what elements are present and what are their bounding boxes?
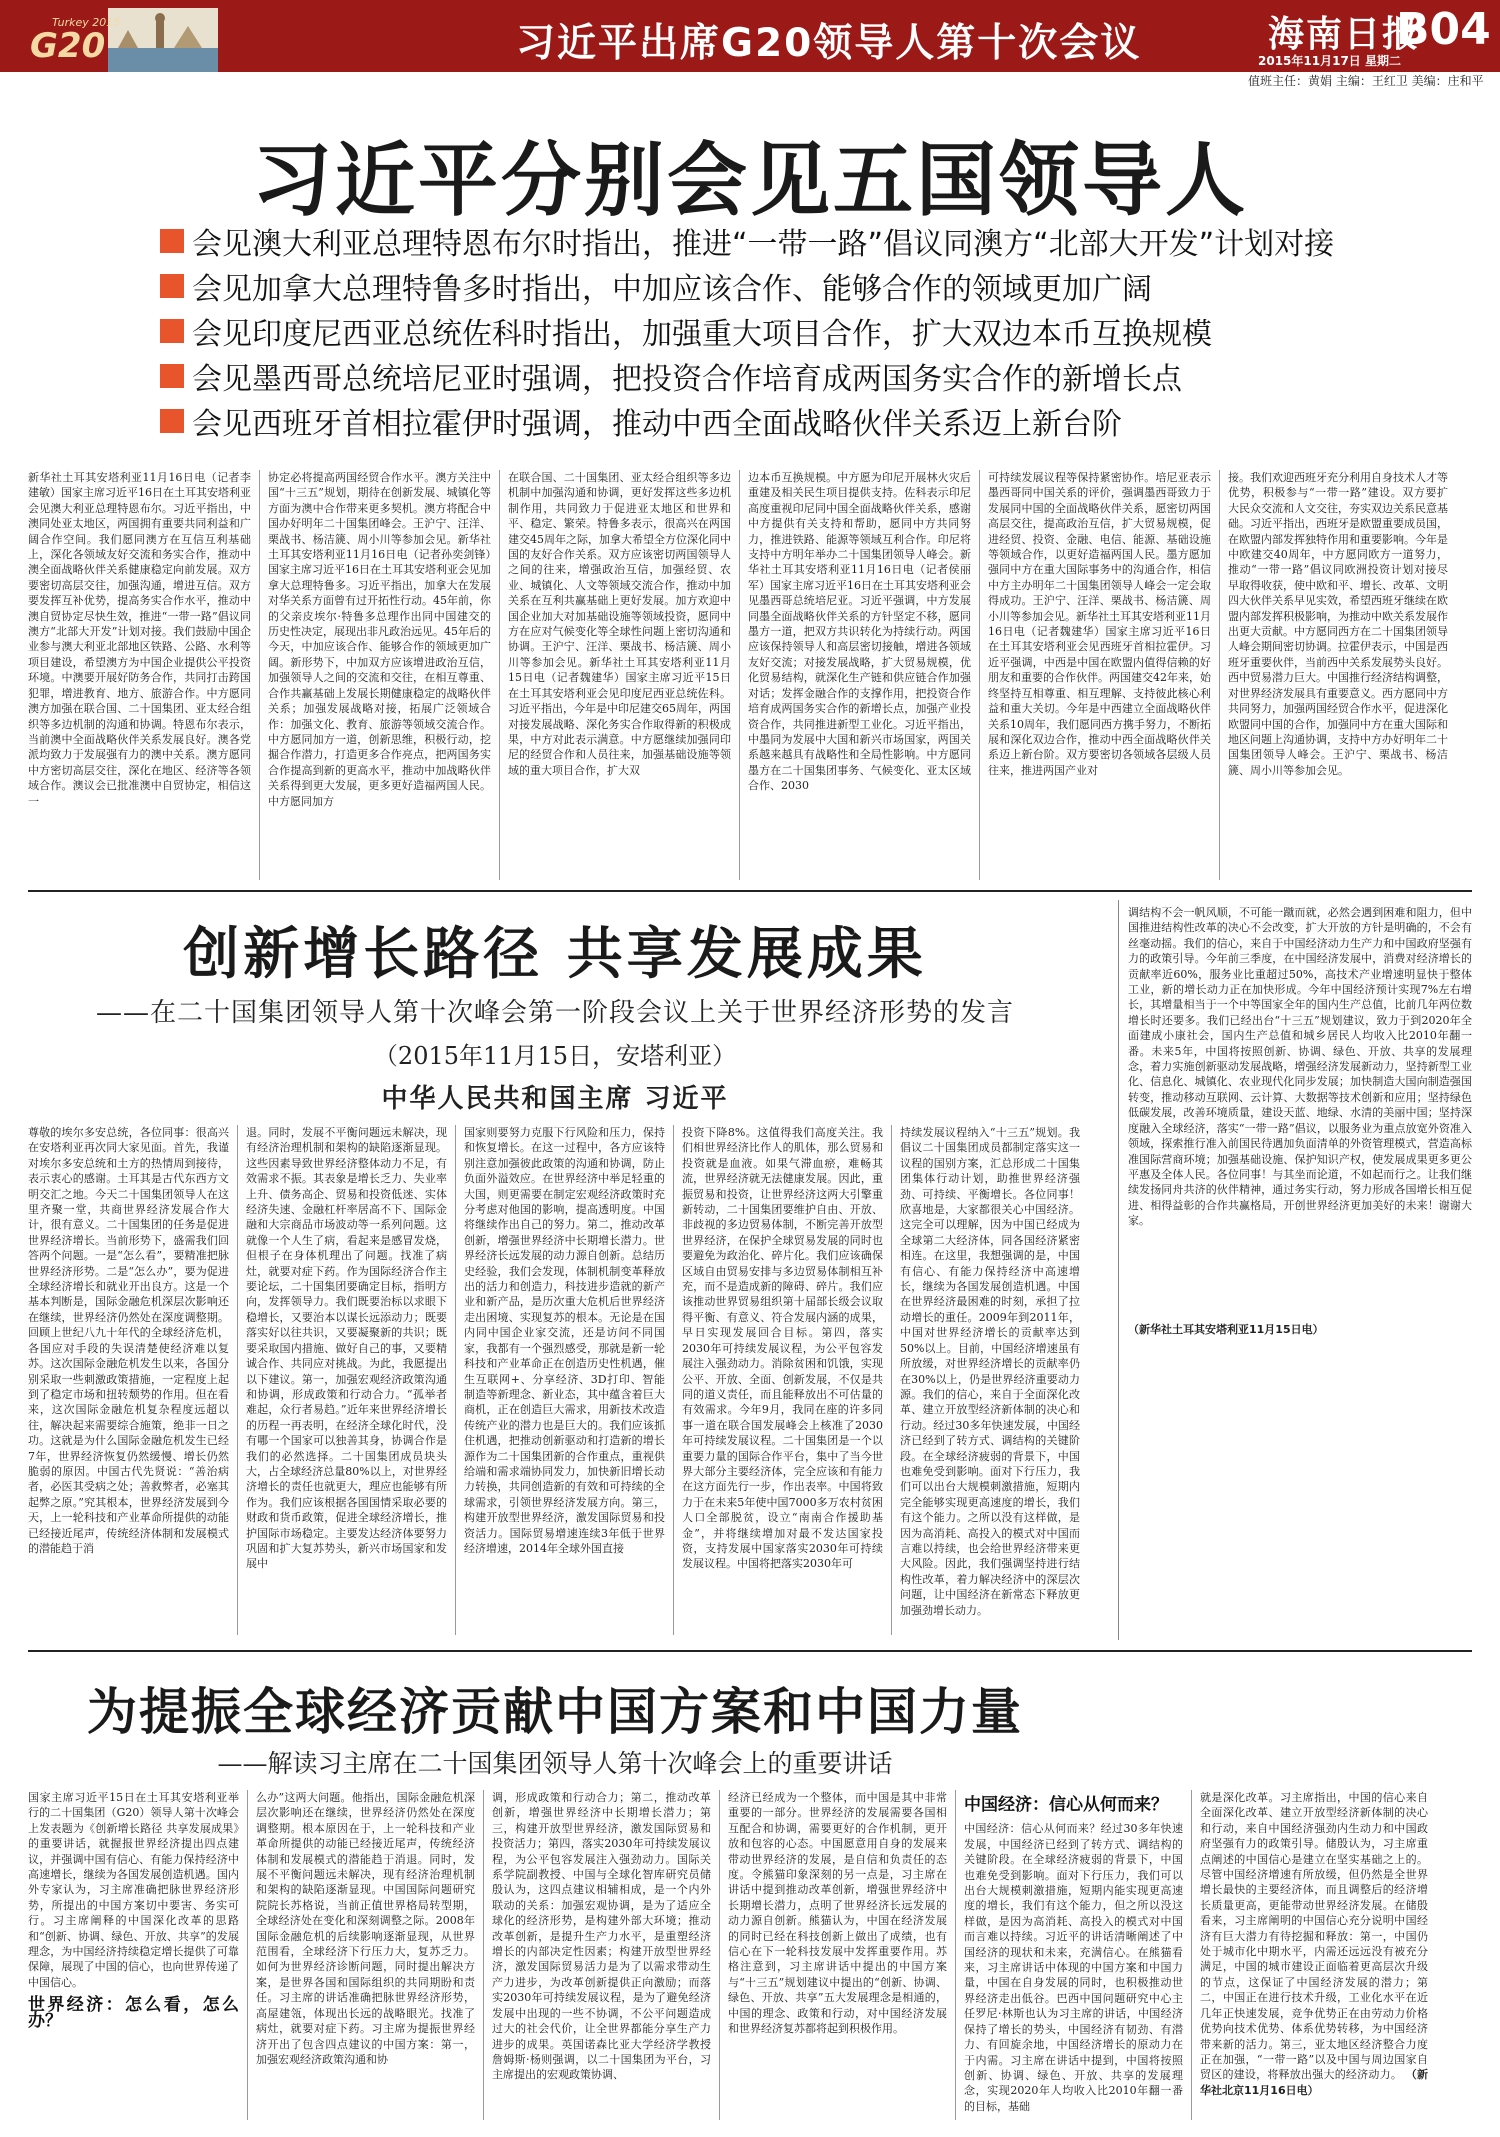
speech-subtitle: ——在二十国集团领导人第十次峰会第一阶段会议上关于世界经济形势的发言 xyxy=(95,998,1014,1028)
analysis-column xyxy=(964,1790,1192,2120)
article1-column: 边本币互换规模。中方愿为印尼开展林火灾后重建及相关民生项目提供支持。佐科表示印尼高度重视印尼同中国全面战略伙伴关系，感谢中方提供有关支持和帮助，愿同中方共同努力，推进铁路、能源等领域互利合作。印尼将支持中方明年举办二十国集团领导人峰会。新华社土耳其安塔利亚11月16日电（记者侯丽军）国家主席习近平16日在土耳其安塔利亚会见墨西哥总统培尼亚。习近平强调，中方发展同墨全面战略伙伴关系的方针坚定不移，愿同墨方一道，把双方共识转化为持续行动。两国应该保持领导人和高层密切接触，增进各领域友好交流；对接发展战略，扩大贸易规模，优化贸易结构，就深化生产链和供应链合作加强对话；发挥金融合作的支撑作用，把投资合作培育成两国务实合作的新增长点，加强产业投资合作，共同推进新型工业化。习近平指出，中墨同为发展中大国和新兴市场国家，两国关系越来越具有战略性和全局性影响。中方愿同墨方在二十国集团事务、气候变化、亚太区域合作、2030 xyxy=(748,470,980,880)
bullet-item xyxy=(160,263,1360,308)
speech-byline: 中华人民共和国主席 习近平 xyxy=(381,1084,729,1114)
analysis-column: 经济已经成为一个整体，而中国是其中非常重要的一部分。世界经济的发展需要各国相互配合和协调，需要更好的合作机制，更开放和包容的心态。中国愿意用自身的发展来带动世界经济的发展，是自信和负责任的态度。令熊猫印象深刻的另一点是，习主席在讲话中提到推动改革创新，增强世界经济中长期增长潜力，点明了世界经济长远发展的动力源自创新。熊猫认为，中国在经济发展的同时已经在科技创新上做出了成绩，也有信心在下一轮科技发展中发挥重要作用。苏格注意到，习主席讲话中提出的中国方案与“十三五”规划建议中提出的“创新、协调、绿色、开放、共享”五大发展理念是相通的，中国的理念、政策和行动，对中国经济发展和世界经济复苏都将起到积极作用。 xyxy=(728,1790,956,2120)
section-divider xyxy=(28,890,1472,892)
square-bullet-icon xyxy=(160,364,184,388)
speech-column-continued xyxy=(1128,1322,1472,1622)
column-divider xyxy=(1118,900,1119,1640)
article2-body xyxy=(28,1125,1110,1635)
bullet-text: 会见墨西哥总统培尼亚时强调，把投资合作培育成两国务实合作的新增长点 xyxy=(192,361,1182,397)
speech-dateline: （2015年11月15日，安塔利亚） xyxy=(373,1042,737,1070)
speech-headline: 创新增长路径 共享发展成果 xyxy=(183,922,927,987)
g20-logo xyxy=(24,4,224,94)
analysis-column: 么办”这两大问题。他指出，国际金融危机深层次影响还在继续，世界经济仍然处在深度调整期。根本原因在于，上一轮科技和产业革命所提供的动能已经接近尾声，传统经济体制和发展模式的潜能趋于消退。同时，发展不平衡问题远未解决，现有经济治理机制和架构的缺陷逐渐显现。中国国际问题研究院院长苏格说，当前正值世界格局转型期，全球经济处在变化和深刻调整之际。2008年国际金融危机的后续影响逐渐显现，从世界范围看，全球经济下行压力大，复苏乏力。如何为世界经济诊断问题，同时提出解决方案，是世界各国和国际组织的共同期盼和责任。习主席的讲话准确把脉世界经济形势，高屋建瓴，体现出长远的战略眼光。找准了病灶，就要对症下药。习主席为提振世界经济开出了包含四点建议的中国方案：第一，加强宏观经济政策沟通和协 xyxy=(256,1790,484,2120)
speech-column: 调结构不会一帆风顺，不可能一蹴而就，必然会遇到困难和阻力，但中国推进结构性改革的决心不会改变，扩大开放的方针是明确的，不会有丝毫动摇。我们的信心，来自于中国经济动力生产力和中国政府坚强有力的政策引导。今年前三季度，在中国经济发展中，消费对经济增长的贡献率近60%，服务业比重超过50%，高技术产业增速明显快于整体工业，新的增长动力正在加快形成。今年中国经济预计实现7%左右增长，其增量相当于一个中等国家全年的国内生产总值，比前几年两位数增长时还要多。我们已经出台“十三五”规划建议，致力于到2020年全面建成小康社会，国内生产总值和城乡居民人均收入比2010年翻一番。未来5年，中国将按照创新、协调、绿色、开放、共享的发展理念，着力实施创新驱动发展战略，增强经济发展新动力，坚持新型工业化、信息化、城镇化、农业现代化同步发展；加快制造大国向制造强国转变，推动移动互联网、云计算、大数据等技术创新和应用；坚持绿色低碳发展，改善环境质量，建设天蓝、地绿、水清的美丽中国；坚持深度融入全球经济，落实“一带一路”倡议，以服务业为重点放宽外资准入领域，探索推行准入前国民待遇加负面清单的外资管理模式，营造高标准国际营商环境；加强基础设施、保护知识产权，使发展成果更多更公平惠及全体人民。各位同事！与其坐而论道，不如起而行之。让我们继续发扬同舟共济的伙伴精神，通过务实行动，努力形成各国增长相互促进、相得益彰的合作共赢格局，开创世界经济更加美好的未来！谢谢大家。 xyxy=(1128,906,1472,1228)
speech-column: 投资下降8%。这值得我们高度关注。我们相世界经济比作人的肌体，那么贸易和投资就是血液。如果气滞血瘀，难畅其流，世界经济就无法健康发展。因此，重振贸易和投资，让世界经济这两大引擎重新转动，二十国集团要维护自由、开放、非歧视的多边贸易体制，不断完善开放型世界经济，在保护全球贸易发展的同时也要避免为政治化、碎片化。我们应该确保区域自由贸易安排与多边贸易体制相互补充，而不是造成新的障碍、碎片。我们应该推动世界贸易组织第十届部长级会议取得平衡、有意义、符合发展内涵的成果，早日实现发展回合目标。第四，落实2030年可持续发展议程，为公平包容发展注入强劲动力。消除贫困和饥饿，实现公平、开放、全面、创新发展，不仅是共同的道义责任，而且能释放出不可估量的有效需求。今年9月，我同在座的许多同事一道在联合国发展峰会上核准了2030年可持续发展议程。二十国集团是一个以重要力量的国际合作平台，集中了当今世界大部分主要经济体，完全应该和有能力在这方面先行一步，作出表率。中国将致力于在未来5年使中国7000多万农村贫困人口全部脱贫，设立“南南合作援助基金”，并将继续增加对最不发达国家投资，支持发展中国家落实2030年可持续发展议程。中国将把落实2030年可 xyxy=(682,1125,892,1635)
square-bullet-icon xyxy=(160,409,184,433)
article1-column: 接。我们欢迎西班牙充分利用自身技术人才等优势，积极参与“一带一路”建设。双方要扩大民众交流和人文交往，夯实双边关系民意基础。习近平指出，西班牙是欧盟重要成员国，在欧盟内部发挥独特作用和重要影响。今年是中欧建交40周年，中方愿同欧方一道努力，推动“一带一路”倡议同欧洲投资计划对接尽早取得收获，使中欧和平、增长、改革、文明四大伙伴关系早见实效，希望西班牙继续在欧盟内部发挥积极影响，为推动中欧关系发展作出更大贡献。中方愿同西方在二十国集团领导人峰会期间密切协调。拉霍伊表示，中国是西班牙重要伙伴，当前西中关系发展势头良好。西中贸易潜力巨大。中国推行经济结构调整，对世界经济发展具有重要意义。西方愿同中方共同努力，加强两国经贸合作水平，促进深化欧盟同中国的合作，加强同中方在重大国际和地区问题上沟通协调，支持中方办好明年二十国集团领导人峰会。王沪宁、栗战书、杨洁篪、周小川等参加会见。 xyxy=(1228,471,1448,777)
article3-body xyxy=(28,1790,1472,2120)
headline-bullets xyxy=(160,218,1360,443)
staff-credits: 值班主任：黄娟 主编：王红卫 美编：庄和平 xyxy=(1248,74,1484,88)
speech-credit: （新华社土耳其安塔利亚11月15日电） xyxy=(1128,1323,1324,1336)
analysis-text: 就是深化改革。习主席指出，中国的信心来自全面深化改革、建立开放型经济新体制的决心和行动，来自中国经济强劲内生动力和中国政府坚强有力的政策引导。储殷认为，习主席重点阐述的中国信心是建立在坚实基础之上的。尽管中国经济增速有所放缓，但仍然是全世界增长最快的主要经济体，而且调整后的经济增长质量更高，更能带动世界经济发展。在储殷看来，习主席阐明的中国信心充分说明中国经济有巨大潜力有待挖掘和释放：第一，中国仍处于城市化中期水平，内需还远远没有被充分满足，中国的城市建设正面临着更高层次升级的节点，这保证了中国经济发展的潜力；第二，中国正在进行技术升级，工业化水平在近几年正快速发展，竞争优势正在由劳动力价格优势向技术优势、体系优势转移，为中国经济带来新的活力。第三，亚太地区经济整合力度正在加强，“一带一路”以及中国与周边国家自贸区的建设，将释放出强大的经济动力。 xyxy=(1200,1791,1428,2082)
section-title: 习近平出席G20领导人第十次会议 xyxy=(516,21,1142,66)
analysis-column: 调，形成政策和行动合力；第二，推动改革创新，增强世界经济中长期增长潜力；第三，构建开放型世界经济，激发国际贸易和投资活力；第四，落实2030年可持续发展议程，为公平包容发展注入强劲动力。国际关系学院副教授、中国与全球化智库研究员储殷认为，这四点建议相辅相成，是一个内外联动的关系：加强宏观协调，是为了适应全球化的经济形势，是构建外部大环境；推动改革创新，是提升生产力水平，是重塑经济增长的内部决定性因素；构建开放型世界经济，激发国际贸易活力是为了以需求带动生产力进步，为改革创新提供正向激励；而落实2030年可持续发展议程，是为了避免经济发展中出现的一些不协调，不公平问题造成过大的社会代价，让全世界都能分享生产力进步的成果。英国诺森比亚大学经济学教授詹姆斯·杨则强调，以二十国集团为平台，习主席提出的宏观政策协调、 xyxy=(492,1790,720,2120)
issue-date: 2015年11月17日 星期二 xyxy=(1258,54,1401,68)
speech-column: 国家则要努力克服下行风险和压力，保持和恢复增长。在这一过程中，各方应该特别注意加强彼此政策的沟通和协调，防止负面外溢效应。在世界经济中举足轻重的大国，则更需要在制定宏观经济政策时充分考虑对他国的影响，提高透明度。中国将继续作出自己的努力。第二，推动改革创新，增强世界经济中长期增长潜力。世界经济长远发展的动力源自创新。总结历史经验，我们会发现，体制机制变革释放出的活力和创造力，科技进步造就的新产业和新产品，是历次重大危机后世界经济走出困境、实现复苏的根本。无论是在国内同中国企业家交流，还是访问不同国家，我都有一个强烈感受，那就是新一轮科技和产业革命正在创造历史性机遇，催生互联网+、分享经济、3D打印、智能制造等新理念、新业态，其中蕴含着巨大商机，正在创造巨大需求，用新技术改造传统产业的潜力也是巨大的。我们应该抓住机遇，把推动创新驱动和打造新的增长源作为二十国集团新的合作重点，重视供给端和需求端协同发力，加快新旧增长动力转换，共同创造新的有效和可持续的全球需求，引领世界经济发展方向。第三，构建开放型世界经济，激发国际贸易和投资活力。国际贸易增速连续3年低于世界经济增速，2014年全球外国直接 xyxy=(464,1125,674,1635)
analysis-subtitle: ——解读习主席在二十国集团领导人第十次峰会上的重要讲话 xyxy=(217,1749,893,1778)
article1-column: 在联合国、二十国集团、亚太经合组织等多边机制中加强沟通和协调，更好发挥这些多边机制作用，共同致力于促进亚太地区和世界和平、稳定、繁荣。特鲁多表示，很高兴在两国建交45周年之际，加拿大希望全方位深化同中国的友好合作关系。双方应该密切两国领导人之间的往来，增强政治互信，加强经贸、农业、城镇化、人文等领域交流合作，推动中加关系在互利共赢基础上更好发展。加方欢迎中国企业加大对加基础设施等领域投资，愿同中方在应对气候变化等全球性问题上密切沟通和协调。王沪宁、汪洋、栗战书、杨洁篪、周小川等参加会见。新华社土耳其安塔利亚11月15日电（记者魏建华）国家主席习近平15日在土耳其安塔利亚会见印度尼西亚总统佐科。习近平指出，今年是中印尼建交65周年，两国对接发展战略、深化务实合作取得新的积极成果，中方对此表示满意。中方愿继续加强同印尼的经贸合作和人员往来，加强基础设施等领域的重大项目合作，扩大双 xyxy=(508,470,740,880)
bullet-text: 会见澳大利亚总理特恩布尔时指出，推进“一带一路”倡议同澳方“北部大开发”计划对接 xyxy=(192,226,1335,262)
analysis-subhead: 中国经济：信心从何而来？ xyxy=(964,1795,1168,1815)
bullet-item xyxy=(160,398,1360,443)
analysis-text: 国家主席习近平15日在土耳其安塔利亚举行的二十国集团（G20）领导人第十次峰会上发表题为《创新增长路径 共享发展成果》的重要讲话，就握报世界经济提出四点建议，并强调中国有信心、有能力保持经济中高速增长，继续为各国发展创造机遇。国内外专家认为，习主席准确把脉世界经济形势，所提出的中国方案切中要害、务实可行。习主席阐释的中国深化改革的思路和“创新、协调、绿色、开放、共享”的发展理念，为中国经济持续稳定增长提供了可靠保障，展现了中国的信心，也向世界传递了中国信心。 xyxy=(28,1791,239,1989)
bullet-item xyxy=(160,308,1360,353)
analysis-subhead: 世界经济：怎么看，怎么办？ xyxy=(28,1995,239,2031)
bullet-text: 会见西班牙首相拉霍伊时强调，推动中西全面战略伙伴关系迈上新台阶 xyxy=(192,406,1122,442)
page-number: B04 xyxy=(1396,4,1491,55)
square-bullet-icon xyxy=(160,319,184,343)
article1-column: 协定必将提高两国经贸合作水平。澳方关注中国“十三五”规划，期待在创新发展、城镇化等方面为澳中合作带来更多契机。澳方将配合中国办好明年二十国集团峰会。王沪宁、汪洋、栗战书、杨洁篪、周小川等参加会见。新华社土耳其安塔利亚11月16日电（记者孙奕剑锋）国家主席习近平16日在土耳其安塔利亚会见加拿大总理特鲁多。习近平指出，加拿大在发展对华关系方面曾有过开拓性行动。45年前，你的父亲皮埃尔·特鲁多总理作出同中国建交的历史性决定，展现出非凡政治远见。45年后的今天，中加应该合作、能够合作的领域更加广阔。新形势下，中加双方应该增进政治互信，加强领导人之间的交流和交往，在相互尊重、合作共赢基础上发展长期健康稳定的战略伙伴关系；加强发展战略对接，拓展广泛领域合作：加强文化、教育、旅游等领域交流合作。中方愿同加方一道，创新思维，积极行动，挖掘合作潜力，打造更多合作亮点，把两国务实合作提高到新的更高水平，推动中加战略伙伴关系得到更大发展，更多更好造福两国人民。中方愿同加方 xyxy=(268,470,500,880)
logo-small-text: Turkey 2015 xyxy=(52,16,121,29)
speech-column: 尊敬的埃尔多安总统，各位同事：很高兴在安塔利亚再次同大家见面。首先，我谨对埃尔多安总统和土方的热情周到接待，表示衷心的感谢。土耳其是古代东西方文明交汇之地。今天二十国集团领导人在这里齐聚一堂，共商世界经济发展合作大计，很有意义。二十国集团的任务是促进世界经济增长。当前形势下，盛需我们回答两个问题。一是“怎么看”，要精准把脉世界经济形势。二是“怎么办”，要为促进全球经济增长和就业开出良方。这是一个基本判断是，国际金融危机深层次影响还在继续，世界经济仍然处在深度调整期。回顾上世纪八九十年代的全球经济危机，各国应对手段的失误清楚使经济难以复苏。这次国际金融危机发生以来，各国分别采取一些刺激政策措施，一定程度上起到了稳定市场和扭转颓势的作用。但在看来，这次国际金融危机复杂程度远超以往，解决起来需要综合施策，绝非一日之功。这就是为什么国际金融危机发生已经7年，世界经济恢复仍然缓慢、增长仍然脆弱的原因。中国古代先贤说：“善治病者，必医其受病之处；善救弊者，必塞其起弊之原。”究其根本，世界经济发展到今天，上一轮科技和产业革命所提供的动能已经接近尾声，传统经济体制和发展模式的潜能趋于消 xyxy=(28,1125,238,1635)
article1-column: 可持续发展议程等保持紧密协作。培尼亚表示墨西哥同中国关系的评价，强调墨西哥致力于发展同中国的全面战略伙伴关系，愿密切两国高层交往，提高政治互信，扩大贸易规模，促进经贸、投资、金融、电信、能源、基础设施等领域合作，以更好造福两国人民。墨方愿加强同中方在重大国际事务中的沟通合作，相信中方主办明年二十国集团领导人峰会一定会取得成功。王沪宁、汪洋、栗战书、杨洁篪、周小川等参加会见。新华社土耳其安塔利亚11月16日电（记者魏建华）国家主席习近平16日在土耳其安塔利亚会见西班牙首相拉霍伊。习近平强调，中西是中国在欧盟内值得信赖的好朋友和重要的合作伙伴。两国建交42年来，始终坚持互相尊重、相互理解、支持彼此核心利益和重大关切。今年是中西建立全面战略伙伴关系10周年，我们愿同西方携手努力，不断拓展和深化双边合作，推动中西全面战略伙伴关系迈上新台阶。双方要密切各领域各层级人员往来，推进两国产业对 xyxy=(988,470,1220,880)
analysis-column xyxy=(28,1790,248,2120)
article1-body xyxy=(28,470,1472,880)
section-divider xyxy=(28,1650,1472,1652)
bullet-item xyxy=(160,353,1360,398)
square-bullet-icon xyxy=(160,229,184,253)
analysis-credit: （新华社北京11月16日电） xyxy=(1200,2068,1428,2097)
bullet-item xyxy=(160,218,1360,263)
speech-column: 退。同时，发展不平衡问题远未解决，现有经济治理机制和架构的缺陷逐渐显现。这些因素导致世界经济整体动力不足，有效需求不振。其表象是增长乏力、失业率上升、债务高企、贸易和投资低迷、实体经济失速、金融杠杆率居高不下、国际金融和大宗商品市场波动等一系列问题。这就像一个人生了病，看起来是感冒发烧，但根子在身体机理出了问题。找准了病灶，就要对症下药。作为国际经济合作主要论坛，二十国集团要确定目标，指明方向，发挥领导力。我们既要治标以求眼下稳增长，又要治本以谋长远添动力；既要落实好以往共识，又要凝聚新的共识；既要采取国内措施、做好自己的事，又要精诚合作、共同应对挑战。为此，我愿提出以下建议。第一，加强宏观经济政策沟通和协调，形成政策和行动合力。“孤举者难起，众行者易趋。”近年来世界经济增长的历程一再表明，在经济全球化时代，没有哪一个国家可以独善其身，协调合作是我们的必然选择。二十国集团成员块头大，占全球经济总量80%以上，对世界经济增长的责任也就更大，理应也能够有所作为。我们应该根据各国国情采取必要的财政和货币政策，促进全球经济增长，推护国际市场稳定。主要发达经济体要努力巩固和扩大复苏势头，新兴市场国家和发展中 xyxy=(246,1125,456,1635)
speech-column: 持续发展议程纳入“十三五”规划。我倡议二十国集团成员都制定落实这一议程的国别方案，汇总形成二十国集团集体行动计划，助推世界经济强劲、可持续、平衡增长。各位同事！欣喜地是，大家都很关心中国经济。这完全可以理解，因为中国已经成为全球第二大经济体，同各国经济紧密相连。在这里，我想强调的是，中国有信心、有能力保持经济中高速增长，继续为各国发展创造机遇。中国在世界经济最困难的时刻，承担了拉动增长的重任。2009年到2011年，中国对世界经济增长的贡献率达到50%以上。目前，中国经济增速虽有所放缓，对世界经济增长的贡献率仍在30%以上，仍是世界经济重要动力源。我们的信心，来自于全面深化改革、建立开放型经济新体制的决心和行动。经过30多年快速发展，中国经济已经到了转方式、调结构的关键阶段。在全球经济疲弱的背景下，中国也难免受到影响。面对下行压力，我们可以出台大规模刺激措施，短期内完全能够实现更高速度的增长，我们有这个能力。之所以没有这样做，是因为高消耗、高投入的模式对中国而言难以持续，也会给世界经济带来更大风险。因此，我们强调坚持进行结构性改革，着力解决经济中的深层次问题，让中国经济在新常态下释放更加强劲增长动力。 xyxy=(900,1126,1080,1617)
analysis-column xyxy=(1200,1790,1428,2120)
square-bullet-icon xyxy=(160,274,184,298)
logo-g20-text: G20 xyxy=(30,26,106,66)
main-headline: 习近平分别会见五国领导人 xyxy=(252,134,1248,227)
page-header xyxy=(0,0,1500,98)
newspaper-name: 海南日报 xyxy=(1268,13,1421,55)
bullet-text: 会见印度尼西亚总统佐科时指出，加强重大项目合作，扩大双边本币互换规模 xyxy=(192,316,1212,352)
bullet-text: 会见加拿大总理特鲁多时指出，中加应该合作、能够合作的领域更加广阔 xyxy=(192,271,1152,307)
logo-image xyxy=(108,8,218,72)
article1-column: 新华社土耳其安塔利亚11月16日电（记者李建敏）国家主席习近平16日在土耳其安塔利亚会见澳大利亚总理特恩布尔。习近平指出，中澳同处亚太地区，两国拥有重要共同利益和广阔合作空间。我们愿同澳方在互信互利基础上，深化各领域友好交流和务实合作，推动中澳全面战略伙伴关系健康稳定向前发展。双方要密切高层交往，加强沟通，增进互信。双方要发挥互补优势，提高务实合作水平，推动中澳自贸协定尽快生效，推进“一带一路”倡议同澳方“北部大开发”计划对接。我们鼓励中国企业参与澳大利亚北部地区铁路、公路、水利等项目建设，希望澳方为中国企业提供公平投资环境。中澳要开展好防务合作，共同打击跨国犯罪，增进教育、地方、旅游合作。中方愿同澳方加强在联合国、二十国集团、亚太经合组织等多边机制的沟通和协调。特恩布尔表示，当前澳中全面战略伙伴关系发展良好。澳各党派均致力于发展强有力的澳中关系。澳方愿同中方密切高层交往，深化在地区、经济等各领域合作。澳议会已批准澳中自贸协定，相信这一 xyxy=(28,470,260,880)
analysis-headline: 为提振全球经济贡献中国方案和中国力量 xyxy=(87,1683,1023,1741)
analysis-text: 中国经济：信心从何而来？经过30多年快速发展，中国经济已经到了转方式、调结构的关键阶段。在全球经济疲弱的背景下，中国也难免受到影响。面对下行压力，我们可以出台大规模刺激措施，短期内能实现更高速度的增长，我们有这个能力，但之所以没这样做，是因为高消耗、高投入的模式对中国而言难以持续。习近平的讲话清晰阐述了中国经济的现状和未来，充满信心。在熊猫看来，习主席讲话中体现的中国方案和中国力量，中国在自身发展的同时，也积极推动世界经济走出低谷。巴西中国问题研究中心主任罗尼·林斯也认为习主席的讲话，中国经济保持了增长的势头，中国经济有韧劲、有潜力、有回旋余地，中国经济增长的原动力在于内需。习主席在讲话中提到，中国将按照创新、协调、绿色、开放、共享的发展理念，实现2020年人均收入比2010年翻一番的目标，基础 xyxy=(964,1822,1183,2113)
